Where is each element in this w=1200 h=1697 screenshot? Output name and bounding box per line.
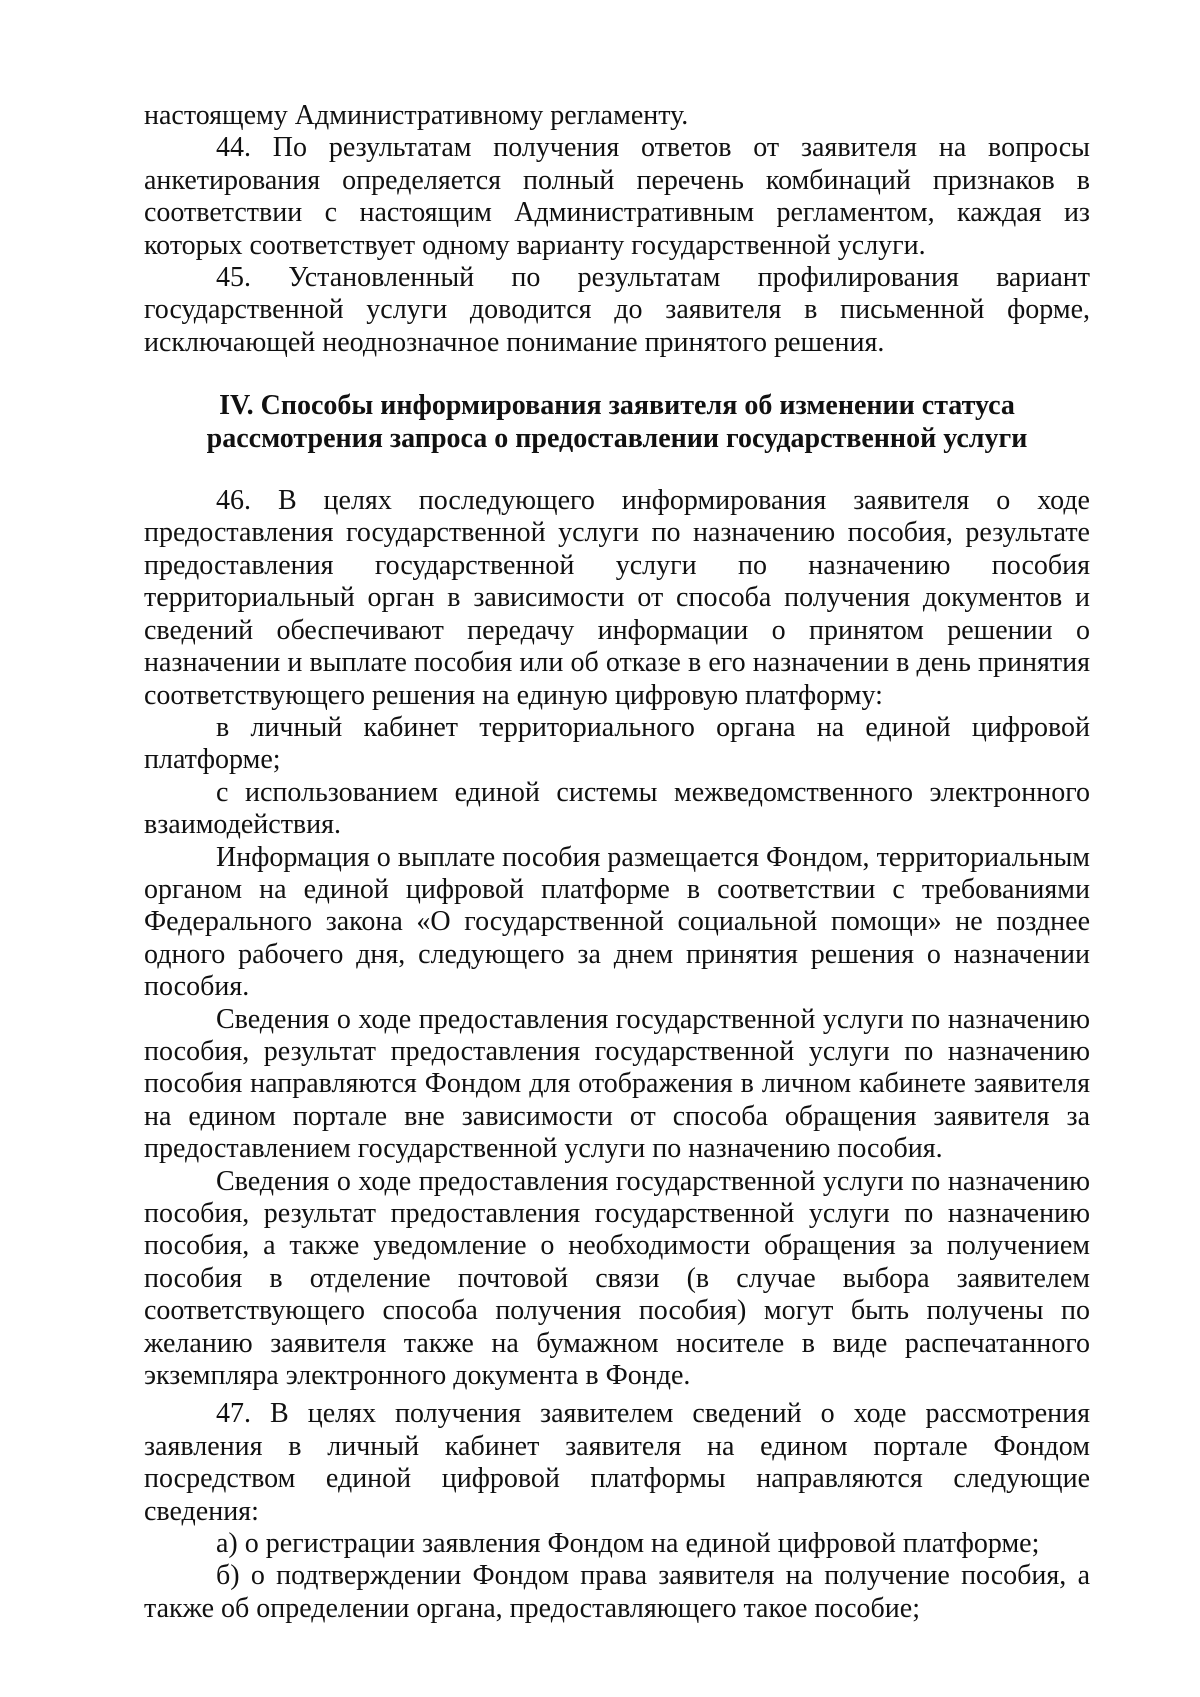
paragraph-intro: настоящему Административному регламенту. xyxy=(144,100,689,131)
paragraph-45: 45. Установленный по результатам профилирования вариант государственной услуги доводится до заявителя в письменной форме, исключающей неоднозначное понимание принятого решения. xyxy=(144,262,1090,358)
paragraph-46-item-2: с использованием единой системы межведомственного электронного взаимодействия. xyxy=(144,776,1090,841)
paragraph-46: 46. В целях последующего информирования заявителя о ходе предоставления государственной услуги по назначению пособия, результате предоставления государственной услуги по назначению пособия территориальный орган в зависимости от способа получения документов и сведений обеспечивают передачу информации о принятом решении о назначении и выплате пособия или об отказе в его назначении в день принятия соответствующего решения на единую цифровую платформу: xyxy=(144,485,1090,711)
paragraph-47-a: а) о регистрации заявления Фондом на единой цифровой платформе; xyxy=(216,1528,1040,1560)
paragraph-47: 47. В целях получения заявителем сведений о ходе рассмотрения заявления в личный кабинет заявителя на едином портале Фондом посредством единой цифровой платформы направляются следующие сведения: xyxy=(144,1398,1090,1527)
section-heading-line-1: IV. Способы информирования заявителя об изменении статуса xyxy=(219,390,1015,422)
paragraph-44: 44. По результатам получения ответов от заявителя на вопросы анкетирования определяется полный перечень комбинаций признаков в соответствии с настоящим Административным регламентом, каждая из которых соответствует одному варианту государственной услуги. xyxy=(144,132,1090,261)
document-page xyxy=(144,100,1090,1625)
paragraph-47-b: б) о подтверждении Фондом права заявителя на получение пособия, а также об определении органа, предоставляющего такое пособие; xyxy=(144,1560,1090,1624)
paragraph-46-info: Информация о выплате пособия размещается Фондом, территориальным органом на единой цифровой платформе в соответствии с требованиями Федерального закона «О государственной социальной помощи» не позднее одного рабочего дня, следующего за днем принятия решения о назначении пособия. xyxy=(144,841,1090,1003)
paragraph-46-item-1: в личный кабинет территориального органа на единой цифровой платформе; xyxy=(144,711,1090,776)
paragraph-46-info-2: Сведения о ходе предоставления государственной услуги по назначению пособия, результат предоставления государственной услуги по назначению пособия направляются Фондом для отображения в личном кабинете заявителя на едином портале вне зависимости от способа обращения заявителя за предоставлением государственной услуги по назначению пособия. xyxy=(144,1003,1090,1165)
paragraph-46-info-3: Сведения о ходе предоставления государственной услуги по назначению пособия, результат предоставления государственной услуги по назначению пособия, а также уведомление о необходимости обращения за получением пособия в отделение почтовой связи (в случае выбора заявителем соответствующего способа получения пособия) могут быть получены по желанию заявителя также на бумажном носителе в виде распечатанного экземпляра электронного документа в Фонде. xyxy=(144,1165,1090,1392)
section-heading xyxy=(144,390,1090,455)
section-heading-line-2: рассмотрения запроса о предоставлении государственной услуги xyxy=(206,422,1028,454)
